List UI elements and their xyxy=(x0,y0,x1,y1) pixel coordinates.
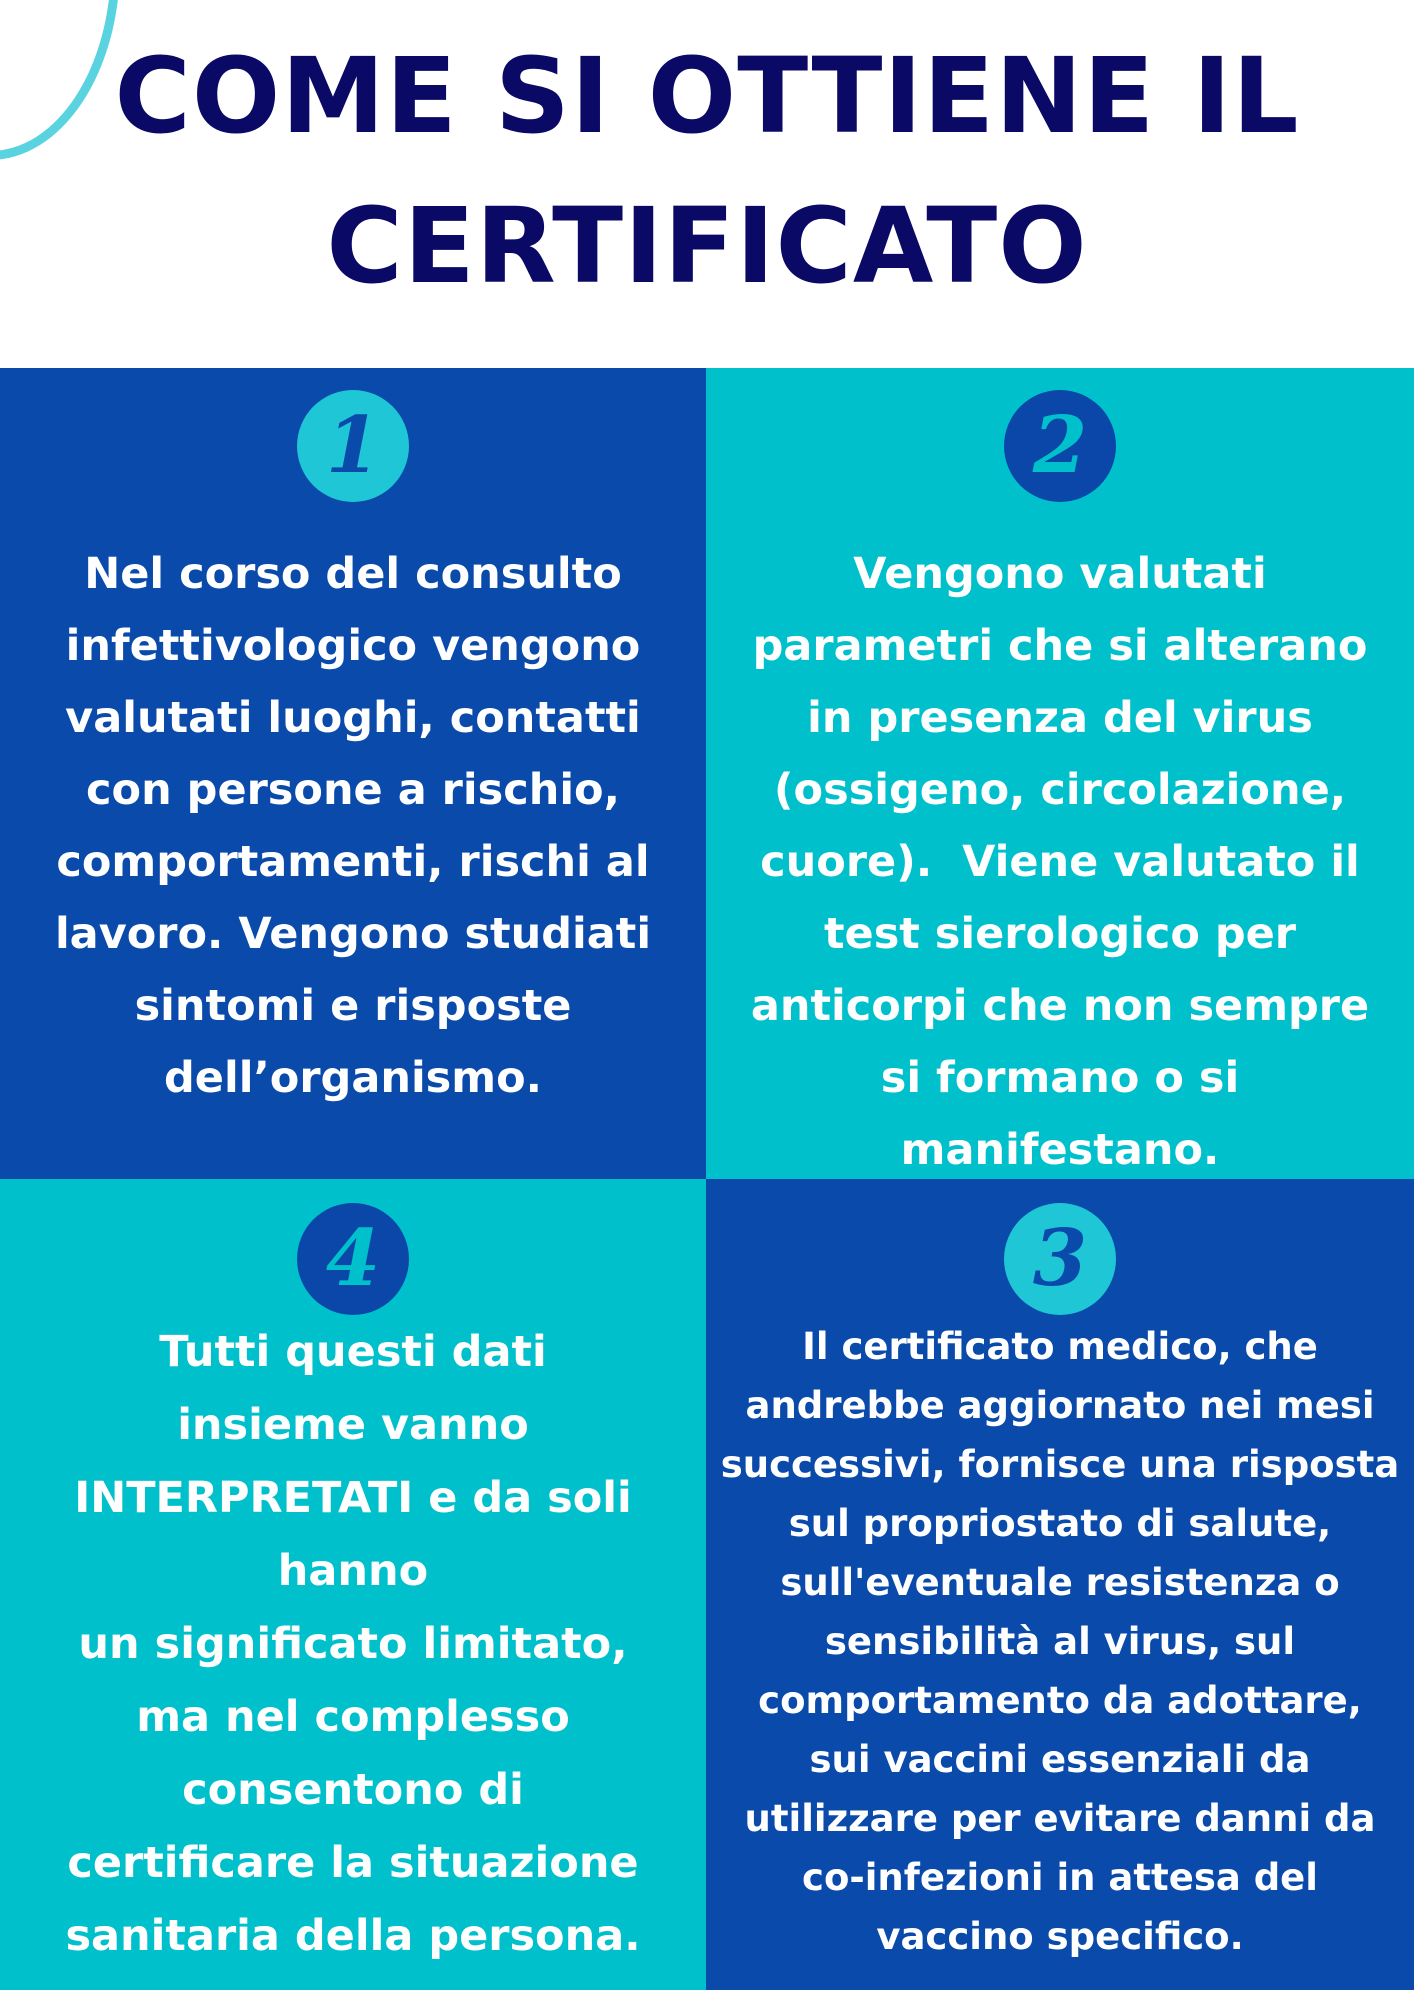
step-3-text-line: sui vaccini essenziali da xyxy=(809,1738,1311,1781)
step-4-number-badge xyxy=(297,1203,409,1315)
step-2-number: 2 xyxy=(1032,400,1088,491)
step-2-text-line: test sierologico per xyxy=(823,909,1297,959)
step-2-text-line: parametri che si alterano xyxy=(752,621,1368,671)
step-2-text-line: anticorpi che non sempre xyxy=(750,981,1370,1031)
step-4-text-line: insieme vanno xyxy=(177,1400,529,1450)
step-3-text xyxy=(716,1317,1404,1966)
step-4-panel xyxy=(0,1179,706,1990)
step-4-text xyxy=(18,1316,688,1973)
step-1-text-line: con persone a rischio, xyxy=(86,765,620,815)
step-1-text-line: infettivologico vengono xyxy=(65,621,641,671)
step-4-text-line: certificare la situazione xyxy=(67,1838,639,1888)
step-1-text xyxy=(18,538,688,1114)
step-1-panel xyxy=(0,368,706,1179)
step-2-text-line: (ossigeno, circolazione, xyxy=(773,765,1347,815)
step-4-text-line: ma nel complesso xyxy=(136,1692,570,1742)
step-1-text-line: Nel corso del consulto xyxy=(84,549,622,599)
step-2-text-line: in presenza del virus xyxy=(807,693,1313,743)
step-3-text-line: utilizzare per evitare danni da xyxy=(744,1797,1376,1840)
step-2-text-line: manifestano. xyxy=(900,1125,1220,1175)
page-title xyxy=(0,0,1414,368)
step-3-text-line: andrebbe aggiornato nei mesi xyxy=(745,1384,1375,1427)
page-title-line-1: COME SI OTTIENE IL xyxy=(114,35,1300,157)
step-4-number: 4 xyxy=(325,1213,381,1304)
step-4-text-line: Tutti questi dati xyxy=(159,1327,547,1377)
step-2-panel xyxy=(706,368,1414,1179)
step-1-number: 1 xyxy=(325,400,381,491)
step-3-text-line: co-infezioni in attesa del xyxy=(802,1856,1318,1899)
step-1-text-line: dell’organismo. xyxy=(164,1053,542,1103)
step-2-text-line: Vengono valutati xyxy=(853,549,1267,599)
step-3-text-line: successivi, fornisce una risposta xyxy=(720,1443,1400,1486)
step-3-text-line: vaccino specifico. xyxy=(876,1915,1244,1958)
step-2-text-line: si formano o si xyxy=(880,1053,1240,1103)
step-3-text-line: sull'eventuale resistenza o xyxy=(780,1561,1340,1604)
step-2-number-badge xyxy=(1004,390,1116,502)
step-2-text xyxy=(724,538,1396,1186)
step-1-number-badge xyxy=(297,390,409,502)
step-1-text-line: valutati luoghi, contatti xyxy=(65,693,641,743)
step-1-text-line: lavoro. Vengono studiati xyxy=(54,909,652,959)
step-4-text-line: INTERPRETATI e da soli xyxy=(74,1473,632,1523)
step-4-text-line: un significato limitato, xyxy=(78,1619,628,1669)
step-3-text-line: sensibilità al virus, sul xyxy=(824,1620,1296,1663)
step-2-text-line: cuore). Viene valutato il xyxy=(760,837,1360,887)
step-4-text-line: sanitaria della persona. xyxy=(65,1911,641,1961)
step-3-text-line: Il certificato medico, che xyxy=(802,1325,1318,1368)
step-1-text-line: comportamenti, rischi al xyxy=(56,837,650,887)
step-4-text-line: consentono di xyxy=(182,1765,524,1815)
step-3-text-line: comportamento da adottare, xyxy=(758,1679,1362,1722)
step-4-text-line: hanno xyxy=(277,1546,429,1596)
bottom-margin xyxy=(0,1990,1414,2000)
page-title-line-2: CERTIFICATO xyxy=(326,185,1088,307)
step-1-text-line: sintomi e risposte xyxy=(134,981,572,1031)
step-3-panel xyxy=(706,1179,1414,1990)
step-3-number-badge xyxy=(1004,1203,1116,1315)
step-3-number: 3 xyxy=(1032,1213,1088,1304)
step-3-text-line: sul propriostato di salute, xyxy=(788,1502,1332,1545)
